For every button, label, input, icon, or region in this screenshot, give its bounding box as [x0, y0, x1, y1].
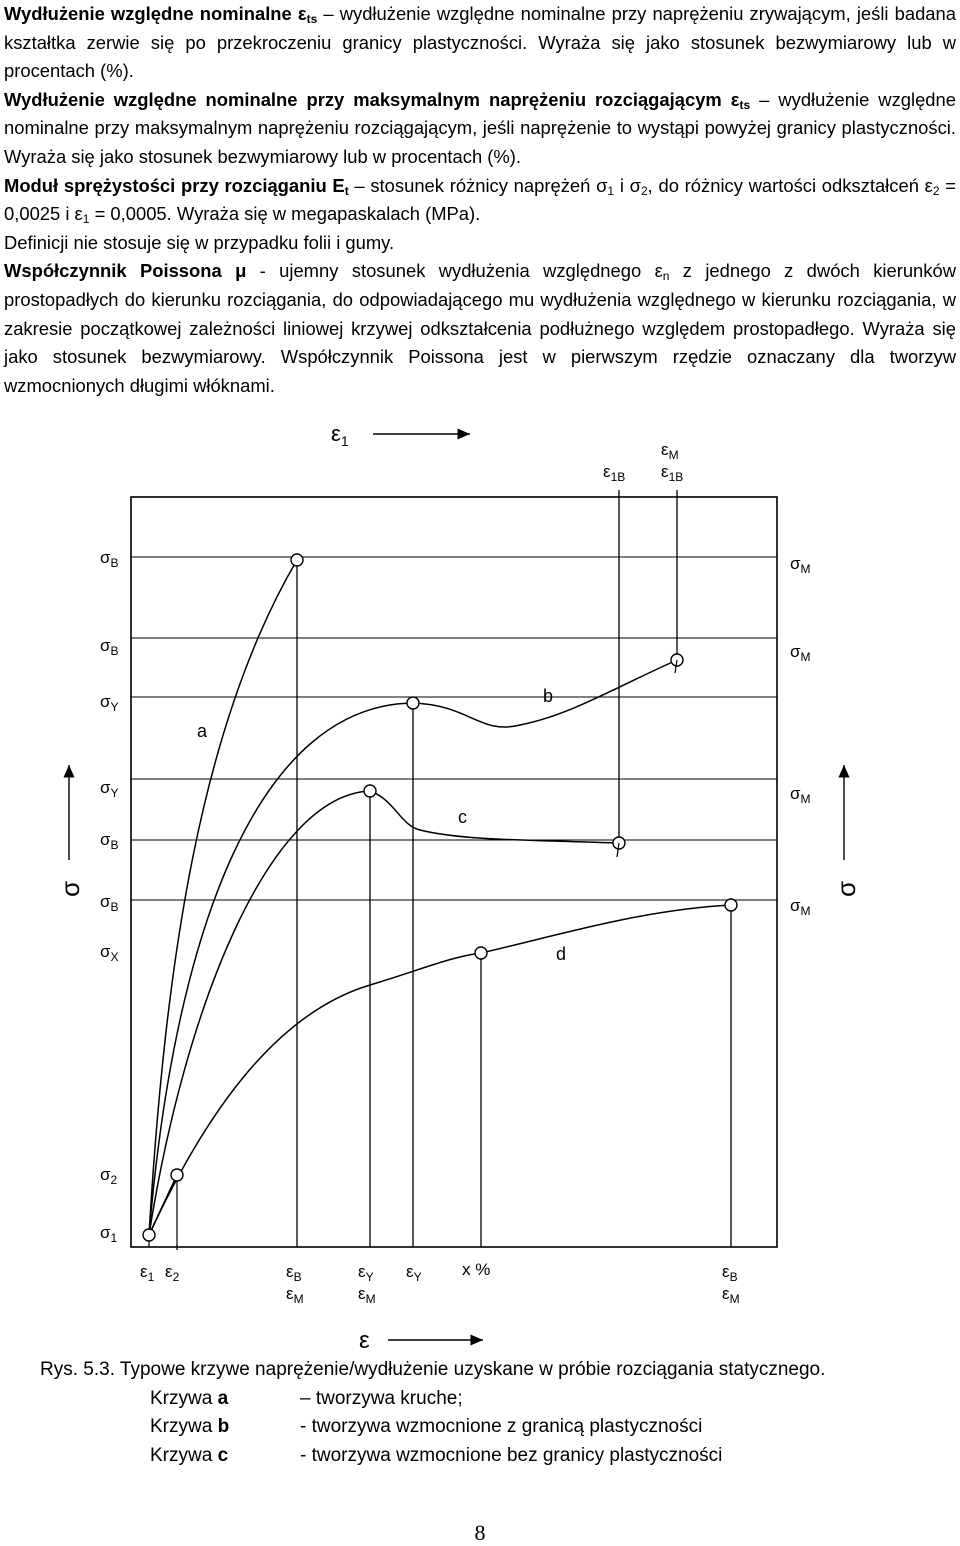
definition-b: i σ: [614, 174, 641, 196]
svg-text:d: d: [556, 944, 567, 964]
svg-text:σB: $\sigma_B$: [100, 636, 119, 658]
svg-text:x %: x %: [462, 1260, 491, 1279]
term: Moduł sprężystości przy rozciąganiu E: [4, 174, 345, 196]
svg-text:εB: $\varepsilon_B$: [286, 1262, 302, 1284]
definition: – wydłużenie względne nominalne przy naprężeniu zrywającym, jeśli badana kształtka zerwie się po przekroczeniu granicy plastyczności. Wyraża się jako stosunek bezwymiarowy lub w procentach (%).: [4, 3, 956, 82]
caption-item: Krzywa a – tworzywa kruche;: [150, 1387, 463, 1409]
svg-text:σB: $\sigma_B$: [100, 892, 119, 914]
curve-markers: [143, 554, 737, 1241]
right-labels: [790, 554, 811, 918]
vertical-drop-lines: [177, 490, 731, 1250]
svg-text:εY: $\varepsilon_Y$: [358, 1262, 374, 1284]
svg-text:σM: $\sigma_M$: [790, 896, 811, 918]
caption-item: Krzywa b - tworzywa wzmocnione z granicą plastyczności: [150, 1416, 703, 1437]
svg-text:σM: $\sigma_M$: [790, 784, 811, 806]
svg-text:ε1: $\varepsilon_1$: [140, 1262, 155, 1284]
page-number: 8: [474, 1520, 486, 1545]
left-axis-label: σ: [55, 880, 85, 897]
top-label-eps1B-b: $\varepsilon_{1B}$: [661, 462, 684, 484]
curve-c: [149, 791, 619, 1235]
definition-d: = 0,0025 i ε: [4, 174, 956, 225]
paragraph-elongation-max-stress: [4, 86, 956, 172]
curve-a: [149, 560, 297, 1235]
definition-c: , do różnicy wartości odkształceń ε: [647, 174, 933, 196]
svg-text:b: b: [543, 686, 554, 706]
subscript: 1: [82, 212, 90, 227]
subscript: 1: [607, 183, 615, 198]
definition: – wydłużenie względne nominalne przy maksymalnym naprężeniu rozciągającym, jeśli naprężenie to wystąpi powyżej granicy plastyczności. Wyraża się jako stosunek bezwymiarowy lub w procentach (%).: [4, 88, 956, 167]
caption-title: Rys. 5.3. Typowe krzywe naprężenie/wydłużenie uzyskane w próbie rozciągania statycznego.: [40, 1359, 826, 1380]
right-axis-label: σ: [831, 880, 861, 897]
svg-text:εM: $\varepsilon_M$: [722, 1284, 740, 1306]
curve-d: [149, 905, 731, 1235]
subscript: ts: [739, 97, 751, 112]
definition-e: = 0,0005. Wyraża się w megapaskalach (MPa).: [89, 203, 481, 225]
paragraph-poisson: [4, 257, 956, 400]
svg-text:σB: $\sigma_B$: [100, 830, 119, 852]
svg-text:σX: $\sigma_X$: [100, 942, 119, 964]
plot-frame: [131, 497, 777, 1247]
svg-text:εM: $\varepsilon_M$: [358, 1284, 376, 1306]
paragraph-tensile-modulus: [4, 172, 956, 229]
definition-a: – stosunek różnicy naprężeń σ: [348, 174, 608, 196]
svg-text:ε2: $\varepsilon_2$: [165, 1262, 180, 1284]
svg-text:σ2: $\sigma_2$: [100, 1165, 118, 1187]
caption-item: Krzywa c - tworzywa wzmocnione bez granicy plastyczności: [150, 1444, 723, 1466]
subscript: n: [662, 269, 670, 284]
svg-text:a: a: [197, 721, 208, 741]
left-labels: [100, 548, 119, 1245]
curves: [149, 560, 731, 1235]
top-label-epsM: $\varepsilon_M$: [661, 440, 679, 462]
subscript: t: [344, 183, 349, 198]
bottom-labels: [140, 1260, 740, 1306]
svg-text:σM: $\sigma_M$: [790, 642, 811, 664]
subscript: ts: [306, 12, 318, 26]
paragraph-note: [4, 229, 956, 258]
svg-text:c: c: [458, 807, 467, 827]
svg-text:εB: $\varepsilon_B$: [722, 1262, 738, 1284]
term: Wydłużenie względne nominalne ε: [4, 3, 307, 24]
svg-text:σY: $\sigma_Y$: [100, 692, 119, 714]
top-label-eps1B-a: $\varepsilon_{1B}$: [603, 462, 626, 484]
stress-strain-figure: [0, 405, 960, 1355]
svg-text:εM: $\varepsilon_M$: [286, 1284, 304, 1306]
svg-text:σM: $\sigma_M$: [790, 554, 811, 576]
svg-text:σY: $\sigma_Y$: [100, 778, 119, 800]
subscript: 2: [932, 183, 940, 198]
svg-text:σB: $\sigma_B$: [100, 548, 119, 570]
note-text: Definicji nie stosuje się w przypadku folii i gumy.: [4, 231, 395, 253]
svg-text:εY: $\varepsilon_Y$: [406, 1262, 422, 1284]
definition-b: z jednego z dwóch kierunków prostopadłych do kierunku rozciągania, do odpowiadającego mu wydłużenia względnego w kierunku rozciągania, w zakresie początkowej zależności liniowej krzywej odkształcenia podłużnego względem prostopadłego. Wyraża się jako stosunek bezwymiarowy. Współczynnik Poissona jest w pierwszym rzędzie oznaczany dla tworzyw wzmocnionych długimi włóknami.: [4, 260, 956, 396]
definition-a: - ujemny stosunek wydłużenia względnego ε: [246, 260, 663, 282]
curve-letters: [197, 686, 566, 964]
subscript: 2: [640, 183, 648, 198]
top-axis-label: $\varepsilon_1$: [331, 421, 349, 449]
figure-svg: [0, 405, 960, 1355]
svg-text:σ1: $\sigma_1$: [100, 1223, 118, 1245]
term: Wydłużenie względne nominalne przy maksymalnym naprężeniu rozciągającym ε: [4, 88, 740, 110]
figure-caption: [40, 1356, 940, 1470]
bottom-axis-label: ε: [359, 1327, 370, 1354]
paragraph-elongation-break: [4, 0, 956, 86]
term: Współczynnik Poissona μ: [4, 260, 247, 282]
body-text: [4, 0, 956, 400]
